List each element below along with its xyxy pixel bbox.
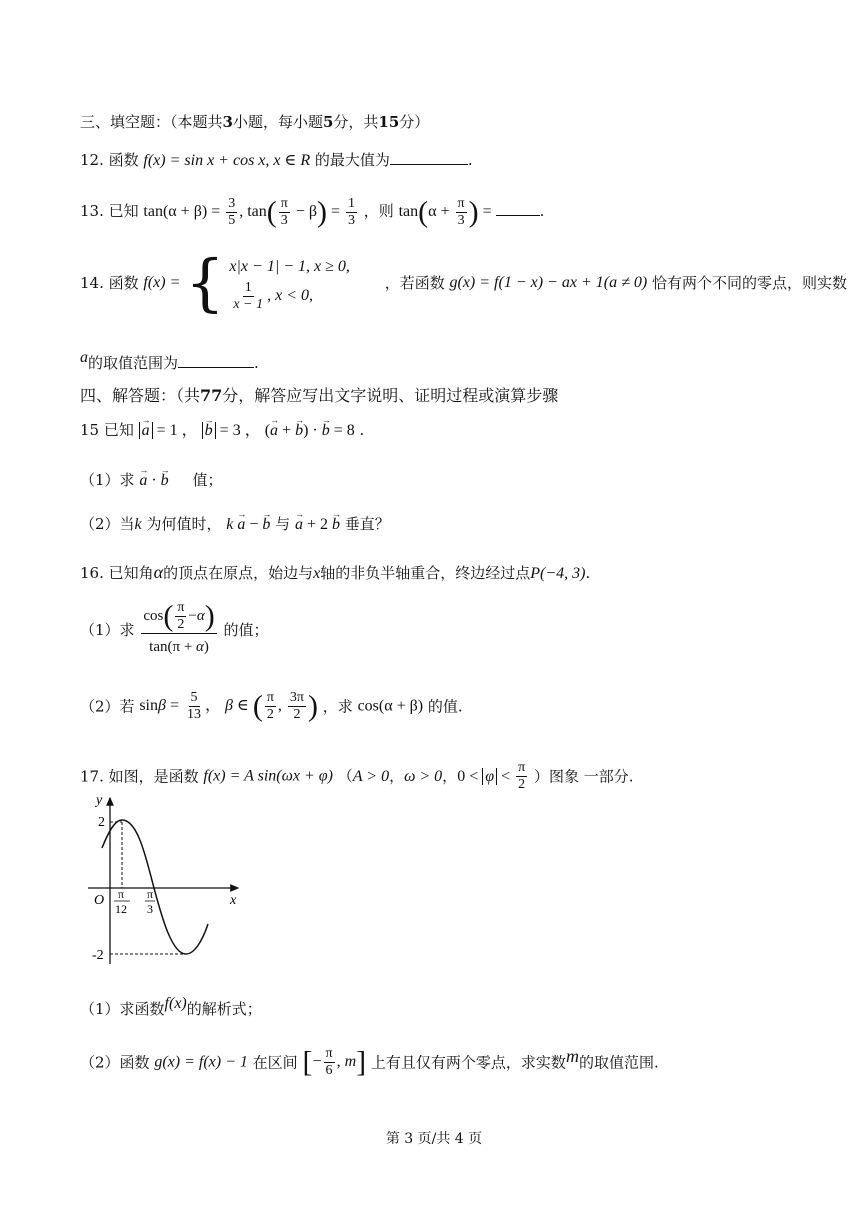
question-14: 14. 函数 f(x) = { x|x − 1| − 1, x ≥ 0, $\frac{1}{x - 1}$ , x < 0, ，若函数 g(x) = f(1 − x) − ax + 1(a ≠ 0) 恰有两个不同的零点，则实数	[80, 246, 847, 319]
piecewise-brace: {	[185, 246, 225, 319]
question-16: 16. 已知角α的顶点在原点，始边与x轴的非负半轴重合，终边经过点P(−4, 3).	[80, 562, 591, 582]
q12-formula: f(x) = sin x + cos x, x ∈ R	[143, 152, 311, 169]
section-4-heading: 四、解答题：（共77分，解答应写出文字说明、证明过程或演算步骤	[80, 386, 559, 405]
y-max-label: 2	[98, 815, 105, 830]
question-13: 13. 已知 tan(α + β) = $\frac{3}{5}$ , tan( $\frac{\pi}{3}$ − β) = $\frac{1}{3}$ ，则 tan(α + $\frac{\pi}{3}$ ) = .	[80, 195, 545, 229]
question-15-part-1: （1）求 → a · → b 值；	[80, 470, 223, 491]
question-16-part-2: （2）若 sinβ = $\frac{5}{13}$ ， β ∈ ( $\frac{\pi}{2}$ , $\frac{3\pi}{2}$ ) ，求 cos(α + β) 的值.	[80, 689, 463, 723]
page-footer: 第 3 页/共 4 页	[385, 1131, 483, 1147]
y-axis-label: y	[96, 793, 103, 808]
q13-target: tan(α + $\frac{\pi}{3}$ ) =	[398, 195, 496, 229]
question-17-part-2: （2）函数 g(x) = f(x) − 1 在区间 [− $\frac{\pi}{6}$ , m] 上有且仅有两个零点，求实数m的取值范围.	[80, 1045, 659, 1079]
x-axis-label: x	[230, 893, 237, 908]
question-15: 15 已知 → a = 1 ， → b = 3 ， (→ a + → b) · → b = 8 .	[80, 420, 364, 441]
sine-graph	[88, 792, 248, 972]
y-min-label: -2	[92, 948, 104, 963]
x-tick-1-num: π	[118, 887, 125, 901]
q16-fraction: cos( $\frac{\pi}{2}$ −α) tan(π + α)	[143, 599, 215, 655]
x-tick-2-den: 3	[147, 902, 153, 916]
q13-formula: tan(α + β) = $\frac{3}{5}$ , tan( $\frac{\pi}{3}$ − β) = $\frac{1}{3}$	[143, 195, 356, 229]
answer-blank	[390, 164, 468, 165]
question-17: 17. 如图，是函数 f(x) = A sin(ωx + φ) （A > 0，ω > 0，0 < φ < $\frac{\pi}{2}$ ）图象 一部分.	[80, 760, 634, 792]
answer-blank	[178, 367, 254, 368]
section-3-heading: 三、填空题：（本题共3小题，每小题5分，共15分）	[80, 113, 430, 131]
x-tick-1-den: 12	[115, 902, 127, 916]
origin-label: O	[94, 893, 105, 908]
question-12: 12. 函数 f(x) = sin x + cos x, x ∈ R 的最大值为 .	[80, 151, 473, 169]
question-17-part-1: （1）求函数f(x)的解析式；	[80, 995, 262, 1018]
answer-blank	[496, 215, 540, 216]
question-16-part-1: （1）求 cos( $\frac{\pi}{2}$ −α) tan(π + α) 的值；	[80, 600, 269, 660]
x-tick-2-num: π	[147, 887, 154, 901]
piecewise-function: x|x − 1| − 1, x ≥ 0, $\frac{1}{x - 1}$ , x < 0,	[229, 257, 350, 312]
q14-g-formula: g(x) = f(1 − x) − ax + 1(a ≠ 0)	[449, 274, 648, 291]
question-15-part-2: （2）当k 为何值时， k → a − → b 与 → a + 2 → b 垂直？	[80, 514, 390, 535]
q15-conditions: → a = 1 ， → b = 3 ， (→ a + → b) · → b = 8	[139, 422, 355, 439]
question-14-line-2: a的取值范围为 .	[80, 349, 259, 372]
